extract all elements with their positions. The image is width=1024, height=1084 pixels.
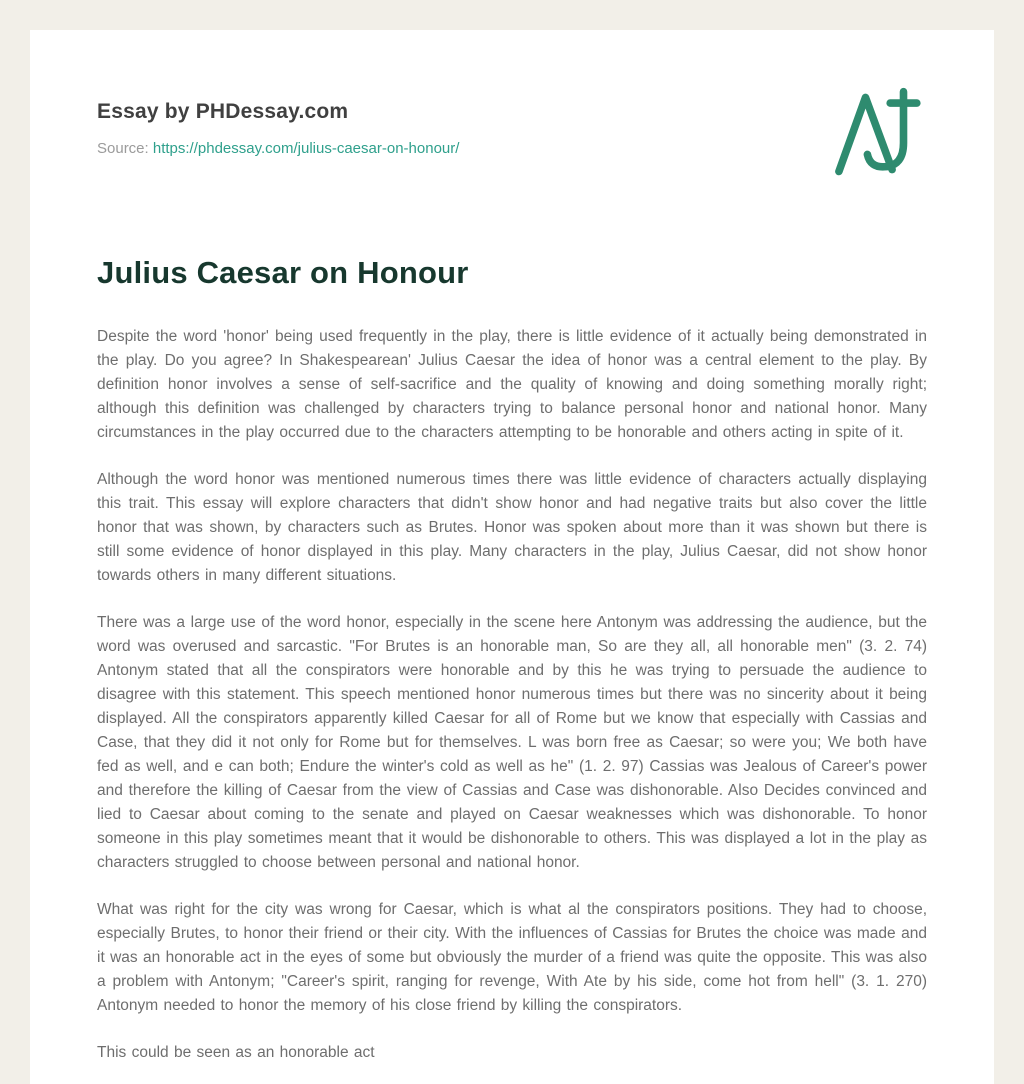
essay-paragraph: There was a large use of the word honor, especially in the scene here Antonym was addressing the audience, but the word was overused and sarcastic. "For Brutes is an honorable man, So are they all, all honorable men" (3. 2. 74) Antonym stated that all the conspirators were honorable and by this he was trying to persuade the audience to disagree with this statement. This speech mentioned honor numerous times but there was no sincerity about it being displayed. All the conspirators apparently killed Caesar for all of Rome but we know that especially with Cassias and Case, that they did it not only for Rome but for themselves. L was born free as Caesar; so were you; We both have fed as well, and e can both; Endure the winter's cold as well as he" (1. 2. 97) Cassias was Jealous of Career's power and therefore the killing of Caesar from the view of Cassias and Case was dishonorable. Also Decides convinced and lied to Caesar about coming to the senate and played on Caesar weaknesses which was dishonorable. To honor someone in this play sometimes meant that it would be dishonorable to others. This was displayed a lot in the play as characters struggled to choose between personal and national honor. (97, 614, 927, 871)
source-line (97, 140, 459, 157)
page-title: Julius Caesar on Honour (97, 255, 469, 290)
essay-body (97, 325, 927, 1065)
document-card (30, 30, 994, 1084)
source-url-link[interactable]: https://phdessay.com/julius-caesar-on-honour/ (152, 140, 460, 157)
phdessay-logo-icon (825, 86, 925, 181)
document-header (97, 86, 927, 181)
header-text-block (97, 86, 459, 157)
essay-paragraph: Although the word honor was mentioned numerous times there was little evidence of characters actually displaying this trait. This essay will explore characters that didn't show honor and had negative traits but also cover the little honor that was shown, by characters such as Brutes. Honor was spoken about more than it was shown but there is still some evidence of honor displayed in this play. Many characters in the play, Julius Caesar, did not show honor towards others in many different situations. (97, 471, 927, 584)
byline: Essay by PHDessay.com (97, 100, 349, 123)
essay-paragraph: This could be seen as an honorable act (97, 1044, 375, 1061)
essay-paragraph: Despite the word 'honor' being used frequently in the play, there is little evidence of it actually being demonstrated in the play. Do you agree? In Shakespearean' Julius Caesar the idea of honor was a central element to the play. By definition honor involves a sense of self-sacrifice and the quality of knowing and doing something morally right; although this definition was challenged by characters trying to balance personal honor and national honor. Many circumstances in the play occurred due to the characters attempting to be honorable and others acting in spite of it. (97, 328, 927, 441)
source-label: Source: (97, 140, 149, 157)
essay-paragraph: What was right for the city was wrong for Caesar, which is what al the conspirators positions. They had to choose, especially Brutes, to honor their friend or their city. With the influences of Cassias for Brutes the choice was made and it was an honorable act in the eyes of some but obviously the murder of a friend was quite the opposite. This was also a problem with Antonym; "Career's spirit, ranging for revenge, With Ate by his side, come hot from hell" (3. 1. 270) Antonym needed to honor the memory of his close friend by killing the conspirators. (97, 901, 927, 1014)
